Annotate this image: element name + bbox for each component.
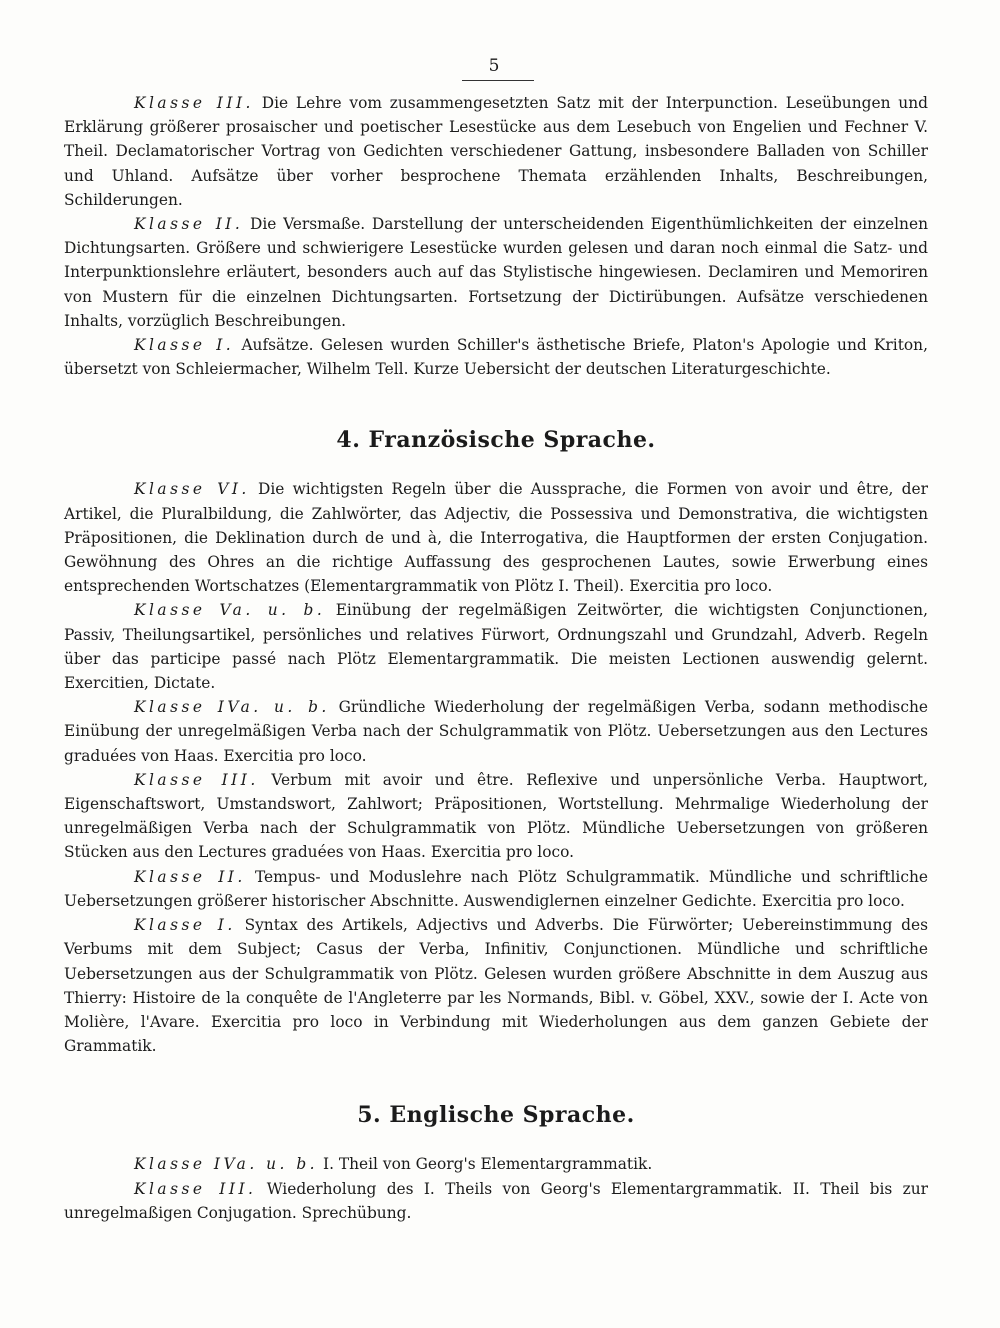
klasse-label: Klasse III. — [134, 770, 259, 789]
klasse-label: Klasse Va. u. b. — [134, 601, 326, 620]
englisch-section — [64, 1152, 928, 1225]
klasse-label: Klasse VI. — [134, 480, 250, 499]
klasse-label: Klasse I. — [134, 336, 235, 355]
franzoesisch-klasse-2 — [64, 865, 928, 913]
page-number: 5 — [488, 56, 500, 76]
franzoesisch-klasse-6 — [64, 477, 928, 598]
klasse-label: Klasse III. — [134, 94, 254, 112]
klasse-text: Die Lehre vom zusammengesetzten Satz mit der Interpunction. Leseübungen und Erklärung größerer prosaischer und poetischer Lesestücke aus dem Lesebuch von Engelien und Fechner V. Theil. Declamatorischer Vortrag von Gedichten verschiedener Gattung, insbesondere Balladen von Schiller und Uhland. Aufsätze über vorher besprochene Themata erzählenden Inhalts, Beschreibungen, Schilderungen. — [64, 94, 928, 209]
franzoesisch-klasse-1 — [64, 913, 928, 1058]
deutsch-klasse-2 — [64, 212, 928, 333]
franzoesisch-klasse-3 — [64, 768, 928, 865]
franzoesisch-klasse-5 — [64, 598, 928, 695]
englisch-klasse-3 — [64, 1177, 928, 1225]
klasse-label: Klasse IVa. u. b. — [134, 1155, 319, 1174]
klasse-text: Wiederholung des I. Theils von Georg's Elementargrammatik. II. Theil bis zur unregelmaßigen Conjugation. Sprechübung. — [64, 1179, 928, 1222]
klasse-text: Die wichtigsten Regeln über die Aussprache, die Formen von avoir und être, der Artikel, die Pluralbildung, die Zahlwörter, das Adjectiv, die Possessiva und Demonstrativa, die wichtigsten Präpositionen, die Deklination durch de und à, die Interrogativa, die Hauptformen der ersten Conjugation. Gewöhnung des Ohres an die richtige Auffassung des gesprochenen Lautes, sowie Erwerbung eines entsprechenden Wortschatzes (Elementargrammatik von Plötz I. Theil). Exercitia pro loco. — [64, 480, 928, 596]
section-heading-englisch: 5. Englische Sprache. — [357, 1102, 635, 1129]
page-number-rule — [462, 80, 534, 81]
klasse-text: Einübung der regelmäßigen Zeitwörter, die wichtigsten Conjunctionen, Passiv, Theilungsartikel, persönliches und relatives Fürwort, Ordnungszahl und Grundzahl, Adverb. Regeln über das participe passé nach Plötz Elementargrammatik. Die meisten Lectionen auswendig gelernt. Exercitien, Dictate. — [64, 601, 928, 693]
klasse-label: Klasse III. — [134, 1179, 257, 1198]
englisch-klasse-4 — [64, 1152, 928, 1176]
klasse-text: Gründliche Wiederholung der regelmäßigen Verba, sodann methodische Einübung der unregelmäßigen Verba nach der Schulgrammatik von Plötz. Uebersetzungen aus den Lectures graduées von Haas. Exercitia pro loco. — [64, 698, 928, 765]
klasse-text: Verbum mit avoir und être. Reflexive und unpersönliche Verba. Hauptwort, Eigenschaftswort, Umstandswort, Zahlwort; Präpositionen, Wortstellung. Mehrmalige Wiederholung der unregelmäßigen Verba nach der Schulgrammatik von Plötz. Mündliche Uebersetzungen von größeren Stücken aus den Lectures graduées von Haas. Exercitia pro loco. — [64, 770, 928, 862]
deutsch-klasse-1 — [64, 333, 928, 381]
klasse-label: Klasse II. — [134, 867, 246, 886]
klasse-text: I. Theil von Georg's Elementargrammatik. — [322, 1155, 653, 1174]
section-heading-franzoesisch: 4. Französische Sprache. — [336, 427, 656, 454]
deutsch-section — [64, 91, 928, 381]
klasse-text: Syntax des Artikels, Adjectivs und Adverbs. Die Fürwörter; Uebereinstimmung des Verbums mit dem Subject; Casus der Verba, Infinitiv, Conjunctionen. Mündliche und schriftliche Uebersetzungen aus der Schulgrammatik von Plötz. Gelesen wurden größere Abschnitte in dem Auszug aus Thierry: Histoire de la conquête de l'Angleterre par les Normands, Bibl. v. Göbel, XXV., sowie der I. Acte von Molière, l'Avare. Exercitia pro loco in Verbindung mit Wiederholungen aus dem ganzen Gebiete der Grammatik. — [64, 916, 929, 1056]
franzoesisch-klasse-4 — [64, 695, 928, 768]
franzoesisch-section — [64, 477, 928, 1058]
klasse-text: Die Versmaße. Darstellung der unterscheidenden Eigenthümlichkeiten der einzelnen Dichtungsarten. Größere und schwierigere Lesestücke wurden gelesen und daran noch einmal die Satz- und Interpunktionslehre erläutert, besonders auch auf das Stylistische hingewiesen. Declamiren und Memoriren von Mustern für die einzelnen Dichtungsarten. Fortsetzung der Dictirübungen. Aufsätze verschiedenen Inhalts, vorzüglich Beschreibungen. — [64, 215, 928, 330]
deutsch-klasse-3 — [64, 91, 928, 212]
klasse-label: Klasse IVa. u. b. — [134, 698, 330, 717]
klasse-text: Tempus- und Moduslehre nach Plötz Schulgrammatik. Mündliche und schriftliche Uebersetzungen größerer historischer Abschnitte. Auswendiglernen einzelner Gedichte. Exercitia pro loco. — [64, 867, 928, 910]
klasse-text: Aufsätze. Gelesen wurden Schiller's ästhetische Briefe, Platon's Apologie und Kriton, übersetzt von Schleiermacher, Wilhelm Tell. Kurze Uebersicht der deutschen Literaturgeschichte. — [64, 336, 928, 379]
klasse-label: Klasse II. — [134, 215, 244, 234]
klasse-label: Klasse I. — [134, 916, 236, 935]
